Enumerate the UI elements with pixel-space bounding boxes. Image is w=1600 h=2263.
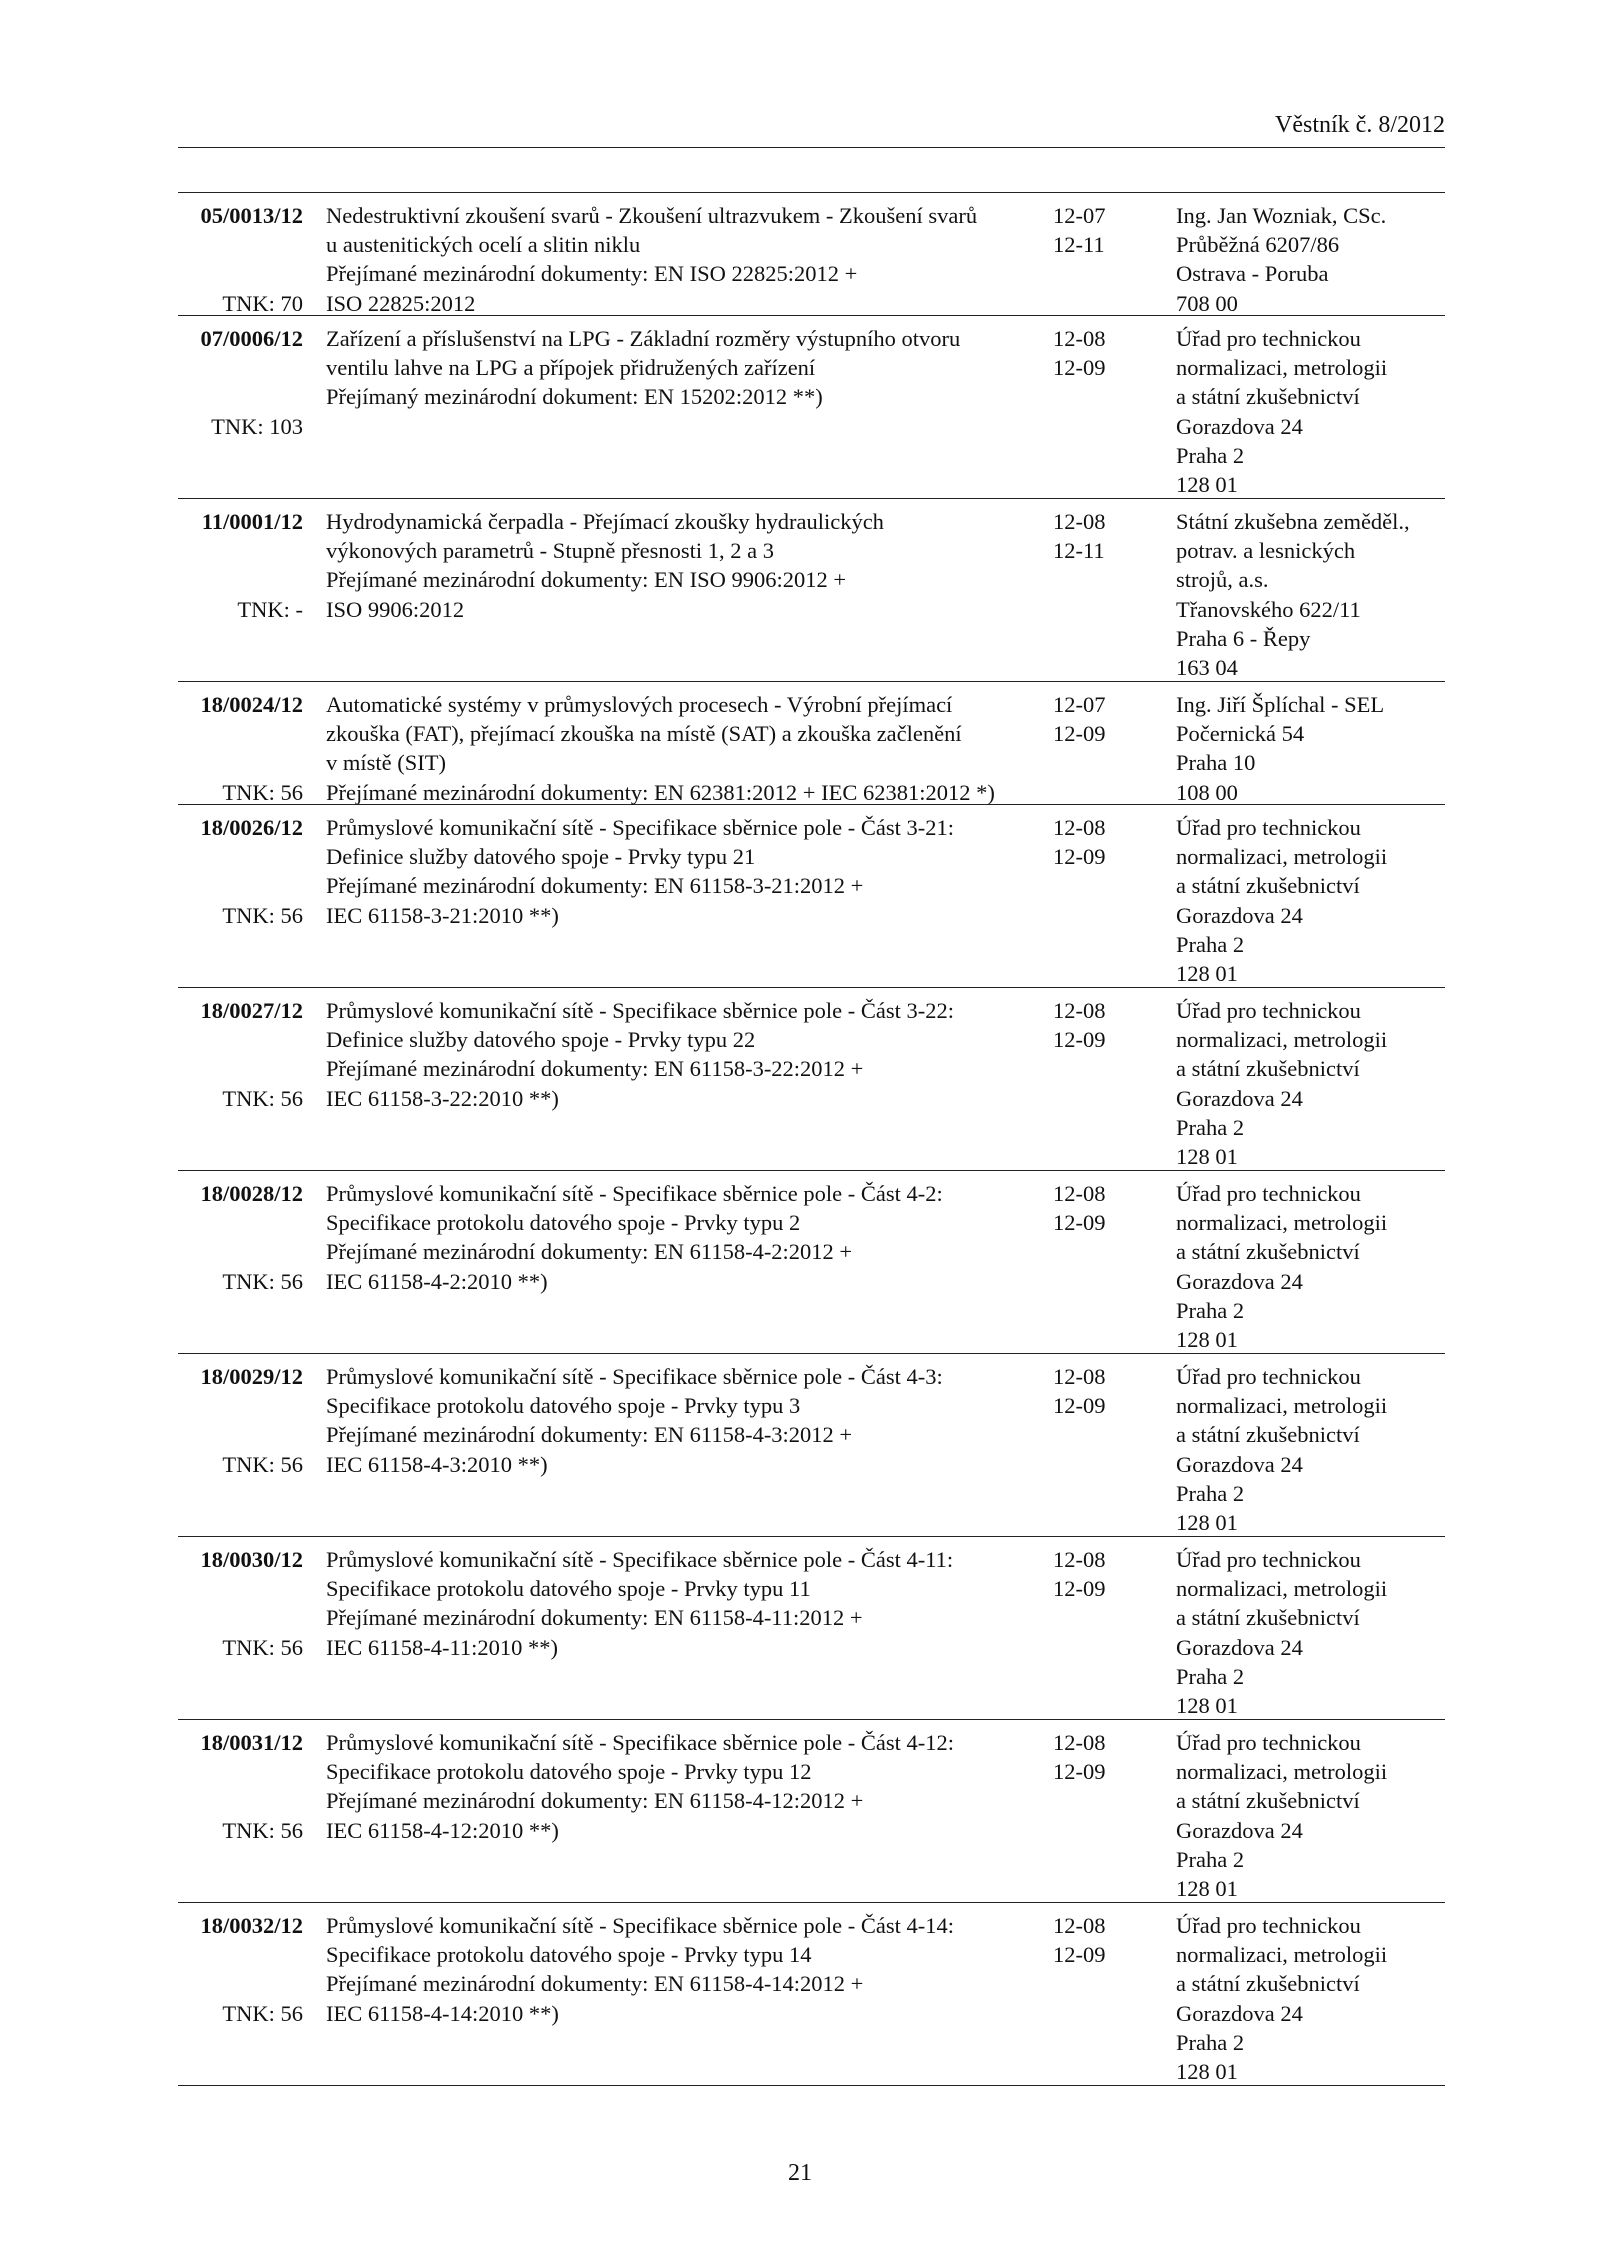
- standard-number-cell: [178, 813, 303, 983]
- contact-line: a státní zkušebnictví: [1176, 1056, 1360, 1082]
- title-line: Automatické systémy v průmyslových procesech - Výrobní přejímací: [326, 692, 953, 717]
- contact-line: Praha 2: [1176, 931, 1245, 957]
- title-line: Specifikace protokolu datového spoje - Prvky typu 11: [326, 1576, 811, 1602]
- table-row: [178, 988, 1445, 1171]
- dates-cell: [1053, 507, 1133, 565]
- title-line: Zařízení a příslušenství na LPG - Základní rozměry výstupního otvoru: [326, 326, 961, 351]
- title-line: Průmyslové komunikační sítě - Specifikace sběrnice pole - Část 3-22:: [326, 998, 954, 1023]
- contact-line: Úřad pro technickou: [1176, 815, 1361, 840]
- standard-number-cell: [178, 1545, 303, 1715]
- contact-line: a státní zkušebnictví: [1176, 1788, 1360, 1814]
- date-line: 12-09: [1053, 1393, 1106, 1419]
- contact-line: normalizaci, metrologii: [1176, 1210, 1388, 1236]
- standard-number-cell: [178, 996, 303, 1166]
- date-line: 12-08: [1053, 815, 1106, 840]
- date-line: 12-08: [1053, 998, 1106, 1023]
- title-line: Přejímané mezinárodní dokumenty: EN ISO 22825:2012 +: [326, 261, 858, 287]
- contact-line: Úřad pro technickou: [1176, 1181, 1361, 1206]
- standard-number-cell: [178, 690, 303, 804]
- title-line: Přejímané mezinárodní dokumenty: EN 61158-4-14:2012 +: [326, 1971, 864, 1997]
- contact-cell: [1176, 690, 1445, 807]
- contact-line: Gorazdova 24: [1176, 1268, 1303, 1294]
- date-line: 12-09: [1053, 355, 1106, 381]
- table-row: [178, 1171, 1445, 1354]
- contact-line: a státní zkušebnictví: [1176, 1422, 1360, 1448]
- contact-line: Úřad pro technickou: [1176, 326, 1361, 351]
- contact-line: a státní zkušebnictví: [1176, 1971, 1360, 1997]
- table-row: [178, 805, 1445, 988]
- title-line: Hydrodynamická čerpadla - Přejímací zkoušky hydraulických: [326, 509, 884, 534]
- date-line: 12-09: [1053, 721, 1106, 747]
- contact-line: 128 01: [1176, 2059, 1238, 2085]
- contact-line: Gorazdova 24: [1176, 1634, 1303, 1660]
- dates-cell: [1053, 1911, 1133, 1969]
- standard-title-cell: [326, 201, 1066, 318]
- contact-line: normalizaci, metrologii: [1176, 1393, 1388, 1419]
- title-line: u austenitických ocelí a slitin niklu: [326, 232, 641, 258]
- title-line: IEC 61158-4-11:2010 **): [326, 1634, 559, 1660]
- standard-id: 05/0013/12: [200, 203, 303, 228]
- dates-cell: [1053, 1728, 1133, 1786]
- contact-line: Úřad pro technickou: [1176, 1364, 1361, 1389]
- standard-id: 07/0006/12: [200, 326, 303, 351]
- contact-line: Ostrava - Poruba: [1176, 261, 1329, 287]
- date-line: 12-11: [1053, 232, 1105, 258]
- standard-id: 18/0032/12: [200, 1913, 303, 1938]
- title-line: Přejímané mezinárodní dokumenty: EN 62381:2012 + IEC 62381:2012 *): [326, 779, 995, 805]
- tnk-number: TNK: 56: [222, 1451, 303, 1477]
- dates-cell: [1053, 201, 1133, 259]
- title-line: Definice služby datového spoje - Prvky typu 22: [326, 1027, 756, 1053]
- contact-line: Státní zkušebna zeměděl.,: [1176, 509, 1410, 534]
- contact-line: Ing. Jan Wozniak, CSc.: [1176, 203, 1387, 228]
- date-line: 12-08: [1053, 326, 1106, 351]
- page-number: 21: [788, 2160, 812, 2186]
- contact-line: Gorazdova 24: [1176, 2000, 1303, 2026]
- contact-line: Počernická 54: [1176, 721, 1305, 747]
- contact-cell: [1176, 1728, 1445, 1903]
- contact-line: a státní zkušebnictví: [1176, 873, 1360, 899]
- tnk-number: TNK: 56: [222, 2000, 303, 2026]
- date-line: 12-09: [1053, 1576, 1106, 1602]
- standard-number-cell: [178, 201, 303, 315]
- contact-line: a státní zkušebnictví: [1176, 1605, 1360, 1631]
- date-line: 12-07: [1053, 692, 1106, 717]
- date-line: 12-08: [1053, 1547, 1106, 1572]
- title-line: Průmyslové komunikační sítě - Specifikace sběrnice pole - Část 4-14:: [326, 1913, 954, 1938]
- contact-line: Praha 10: [1176, 750, 1256, 776]
- date-line: 12-09: [1053, 1027, 1106, 1053]
- table-row: [178, 1720, 1445, 1903]
- standard-title-cell: [326, 507, 1066, 624]
- standard-number-cell: [178, 507, 303, 677]
- table-row: [178, 193, 1445, 316]
- standard-id: 18/0029/12: [200, 1364, 303, 1389]
- tnk-number: TNK: 56: [222, 1817, 303, 1843]
- date-line: 12-08: [1053, 1181, 1106, 1206]
- date-line: 12-08: [1053, 1913, 1106, 1938]
- contact-line: 128 01: [1176, 1876, 1238, 1902]
- title-line: Průmyslové komunikační sítě - Specifikace sběrnice pole - Část 4-12:: [326, 1730, 954, 1755]
- table-row: [178, 1537, 1445, 1720]
- date-line: 12-07: [1053, 203, 1106, 228]
- contact-line: a státní zkušebnictví: [1176, 1239, 1360, 1265]
- page-header: [178, 111, 1445, 148]
- contact-line: 108 00: [1176, 779, 1238, 805]
- standard-id: 18/0030/12: [200, 1547, 303, 1572]
- table-row: [178, 1903, 1445, 2086]
- contact-line: normalizaci, metrologii: [1176, 1027, 1388, 1053]
- standards-table: [178, 192, 1445, 2086]
- table-row: [178, 682, 1445, 805]
- tnk-number: TNK: 56: [222, 1634, 303, 1660]
- contact-cell: [1176, 1911, 1445, 2086]
- contact-line: 128 01: [1176, 961, 1238, 987]
- date-line: 12-08: [1053, 509, 1106, 534]
- date-line: 12-08: [1053, 1364, 1106, 1389]
- contact-line: normalizaci, metrologii: [1176, 844, 1388, 870]
- title-line: Specifikace protokolu datového spoje - Prvky typu 3: [326, 1393, 801, 1419]
- date-line: 12-09: [1053, 1759, 1106, 1785]
- contact-line: Gorazdova 24: [1176, 1085, 1303, 1111]
- contact-line: Třanovského 622/11: [1176, 596, 1361, 622]
- tnk-number: TNK: 56: [222, 779, 303, 805]
- contact-line: Gorazdova 24: [1176, 1817, 1303, 1843]
- contact-line: Úřad pro technickou: [1176, 1730, 1361, 1755]
- contact-line: potrav. a lesnických: [1176, 538, 1356, 564]
- table-row: [178, 316, 1445, 499]
- title-line: Průmyslové komunikační sítě - Specifikace sběrnice pole - Část 3-21:: [326, 815, 954, 840]
- tnk-number: TNK: -: [237, 596, 303, 622]
- standard-id: 18/0026/12: [200, 815, 303, 840]
- contact-line: Úřad pro technickou: [1176, 1547, 1361, 1572]
- dates-cell: [1053, 324, 1133, 382]
- standard-number-cell: [178, 1179, 303, 1349]
- title-line: Přejímané mezinárodní dokumenty: EN 61158-3-22:2012 +: [326, 1056, 864, 1082]
- standard-title-cell: [326, 324, 1066, 412]
- standard-number-cell: [178, 1362, 303, 1532]
- contact-line: Praha 6 - Řepy: [1176, 625, 1311, 651]
- contact-cell: [1176, 507, 1445, 682]
- contact-line: Úřad pro technickou: [1176, 1913, 1361, 1938]
- contact-line: Gorazdova 24: [1176, 1451, 1303, 1477]
- contact-line: Praha 2: [1176, 1663, 1245, 1689]
- dates-cell: [1053, 1179, 1133, 1237]
- title-line: Přejímané mezinárodní dokumenty: EN 61158-4-11:2012 +: [326, 1605, 863, 1631]
- title-line: Specifikace protokolu datového spoje - Prvky typu 2: [326, 1210, 801, 1236]
- contact-cell: [1176, 1545, 1445, 1720]
- date-line: 12-09: [1053, 1942, 1106, 1968]
- contact-line: normalizaci, metrologii: [1176, 1942, 1388, 1968]
- contact-line: 708 00: [1176, 290, 1238, 316]
- contact-line: normalizaci, metrologii: [1176, 1759, 1388, 1785]
- title-line: IEC 61158-4-3:2010 **): [326, 1451, 548, 1477]
- title-line: IEC 61158-4-14:2010 **): [326, 2000, 559, 2026]
- standard-id: 18/0031/12: [200, 1730, 303, 1755]
- contact-line: 128 01: [1176, 1693, 1238, 1719]
- contact-line: Praha 2: [1176, 1846, 1245, 1872]
- contact-line: normalizaci, metrologii: [1176, 1576, 1388, 1602]
- standard-title-cell: [326, 1545, 1066, 1662]
- date-line: 12-08: [1053, 1730, 1106, 1755]
- contact-cell: [1176, 201, 1445, 318]
- standard-title-cell: [326, 1179, 1066, 1296]
- dates-cell: [1053, 996, 1133, 1054]
- contact-line: Praha 2: [1176, 442, 1245, 468]
- title-line: Průmyslové komunikační sítě - Specifikace sběrnice pole - Část 4-11:: [326, 1547, 954, 1572]
- title-line: IEC 61158-4-12:2010 **): [326, 1817, 559, 1843]
- contact-line: strojů, a.s.: [1176, 567, 1269, 593]
- contact-line: a státní zkušebnictví: [1176, 384, 1360, 410]
- title-line: ISO 9906:2012: [326, 596, 465, 622]
- title-line: výkonových parametrů - Stupně přesnosti 1, 2 a 3: [326, 538, 775, 564]
- title-line: ventilu lahve na LPG a přípojek přidružených zařízení: [326, 355, 816, 381]
- contact-line: Praha 2: [1176, 2029, 1245, 2055]
- dates-cell: [1053, 813, 1133, 871]
- contact-line: Praha 2: [1176, 1297, 1245, 1323]
- title-line: IEC 61158-3-21:2010 **): [326, 902, 559, 928]
- standard-id: 11/0001/12: [201, 509, 303, 534]
- title-line: ISO 22825:2012: [326, 290, 476, 316]
- tnk-number: TNK: 56: [222, 1085, 303, 1111]
- tnk-number: TNK: 70: [222, 290, 303, 316]
- title-line: Přejímané mezinárodní dokumenty: EN 61158-4-12:2012 +: [326, 1788, 864, 1814]
- contact-line: Praha 2: [1176, 1480, 1245, 1506]
- journal-title: Věstník č. 8/2012: [1275, 112, 1445, 138]
- contact-cell: [1176, 813, 1445, 988]
- contact-line: Průběžná 6207/86: [1176, 232, 1340, 258]
- standard-number-cell: [178, 324, 303, 494]
- title-line: Přejímané mezinárodní dokumenty: EN ISO 9906:2012 +: [326, 567, 847, 593]
- title-line: IEC 61158-3-22:2010 **): [326, 1085, 559, 1111]
- contact-line: 128 01: [1176, 1144, 1238, 1170]
- contact-line: 163 04: [1176, 655, 1238, 681]
- contact-line: 128 01: [1176, 472, 1238, 498]
- tnk-number: TNK: 56: [222, 902, 303, 928]
- contact-line: 128 01: [1176, 1327, 1238, 1353]
- contact-line: Úřad pro technickou: [1176, 998, 1361, 1023]
- title-line: Specifikace protokolu datového spoje - Prvky typu 12: [326, 1759, 812, 1785]
- standard-title-cell: [326, 813, 1066, 930]
- title-line: Přejímané mezinárodní dokumenty: EN 61158-4-3:2012 +: [326, 1422, 853, 1448]
- standard-title-cell: [326, 1362, 1066, 1479]
- standard-id: 18/0027/12: [200, 998, 303, 1023]
- title-line: Přejímané mezinárodní dokumenty: EN 61158-4-2:2012 +: [326, 1239, 853, 1265]
- title-line: Přejímaný mezinárodní dokument: EN 15202:2012 **): [326, 384, 823, 410]
- standard-id: 18/0024/12: [200, 692, 303, 717]
- dates-cell: [1053, 690, 1133, 748]
- dates-cell: [1053, 1362, 1133, 1420]
- title-line: Přejímané mezinárodní dokumenty: EN 61158-3-21:2012 +: [326, 873, 864, 899]
- date-line: 12-09: [1053, 844, 1106, 870]
- title-line: Průmyslové komunikační sítě - Specifikace sběrnice pole - Část 4-3:: [326, 1364, 943, 1389]
- title-line: zkouška (FAT), přejímací zkouška na místě (SAT) a zkouška začlenění: [326, 721, 962, 747]
- standard-title-cell: [326, 690, 1066, 807]
- standard-title-cell: [326, 1728, 1066, 1845]
- contact-line: Gorazdova 24: [1176, 902, 1303, 928]
- standard-title-cell: [326, 996, 1066, 1113]
- contact-line: Ing. Jiří Šplíchal - SEL: [1176, 692, 1385, 717]
- contact-cell: [1176, 996, 1445, 1171]
- contact-line: Gorazdova 24: [1176, 413, 1303, 439]
- contact-line: 128 01: [1176, 1510, 1238, 1536]
- title-line: v místě (SIT): [326, 750, 446, 776]
- title-line: Průmyslové komunikační sítě - Specifikace sběrnice pole - Část 4-2:: [326, 1181, 943, 1206]
- standard-number-cell: [178, 1911, 303, 2081]
- title-line: IEC 61158-4-2:2010 **): [326, 1268, 548, 1294]
- contact-line: normalizaci, metrologii: [1176, 355, 1388, 381]
- standard-title-cell: [326, 1911, 1066, 2028]
- dates-cell: [1053, 1545, 1133, 1603]
- title-line: Specifikace protokolu datového spoje - Prvky typu 14: [326, 1942, 812, 1968]
- title-line: Nedestruktivní zkoušení svarů - Zkoušení ultrazvukem - Zkoušení svarů: [326, 203, 978, 228]
- date-line: 12-09: [1053, 1210, 1106, 1236]
- tnk-number: TNK: 103: [211, 413, 303, 439]
- tnk-number: TNK: 56: [222, 1268, 303, 1294]
- contact-cell: [1176, 1362, 1445, 1537]
- standard-id: 18/0028/12: [200, 1181, 303, 1206]
- table-row: [178, 1354, 1445, 1537]
- contact-cell: [1176, 324, 1445, 499]
- contact-line: Praha 2: [1176, 1114, 1245, 1140]
- title-line: Definice služby datového spoje - Prvky typu 21: [326, 844, 756, 870]
- date-line: 12-11: [1053, 538, 1105, 564]
- table-row: [178, 499, 1445, 682]
- contact-cell: [1176, 1179, 1445, 1354]
- standard-number-cell: [178, 1728, 303, 1898]
